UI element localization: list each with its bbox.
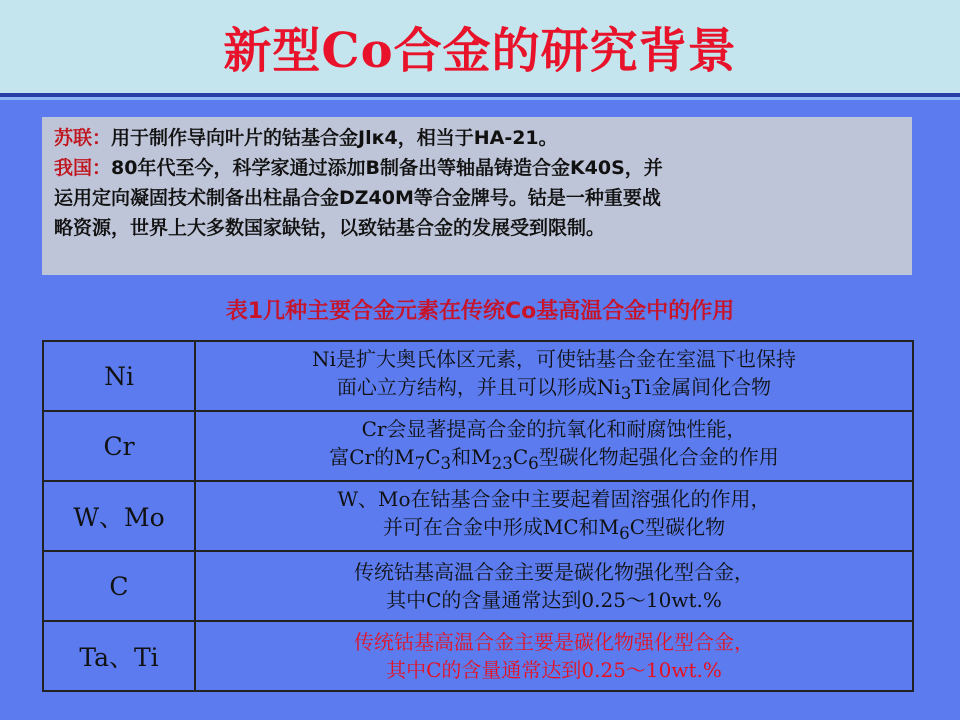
intro-box (42, 117, 912, 275)
intro-label-china: 我国： (54, 157, 112, 179)
element-cell: Ni (43, 341, 195, 411)
table-caption: 表1几种主要合金元素在传统Co基高温合金中的作用 (225, 299, 735, 324)
description-text: 并可在合金中形成MC和M (382, 514, 620, 539)
description-cell (195, 411, 913, 481)
description-line: 其中C的含量通常达到0.25～10wt.% (386, 658, 722, 682)
intro-text-soviet: 用于制作导向叶片的钴基合金Jlк4，相当于HA-21。 (111, 127, 558, 149)
description-cell (195, 341, 913, 411)
description-text: Ti金属间化合物 (631, 374, 772, 399)
description-text: 面心立方结构，并且可以形成Ni (336, 374, 621, 399)
slide-title: 新型Co合金的研究背景 (223, 23, 737, 79)
subscript: 7 (414, 453, 426, 473)
description-cell-highlighted (195, 621, 913, 691)
description-cell (195, 551, 913, 621)
subscript: 23 (491, 453, 513, 473)
description-text: C (512, 444, 529, 469)
element-cell: Cr (43, 411, 195, 481)
description-line: Cr会显著提高合金的抗氧化和耐腐蚀性能， (361, 416, 747, 441)
description-line (202, 373, 906, 408)
table-row (43, 341, 913, 411)
element-cell: W、Mo (43, 481, 195, 551)
description-text: 型碳化物起强化合金的作用 (538, 444, 779, 469)
description-line: 传统钴基高温合金主要是碳化物强化型合金， (354, 560, 754, 584)
intro-line-3: 运用定向凝固技术制备出柱晶合金DZ40M等合金牌号。钴是一种重要战 (54, 187, 661, 209)
table-row (43, 551, 913, 621)
alloy-element-table (42, 340, 914, 692)
element-cell: Ta、Ti (43, 621, 195, 691)
description-text: C (425, 444, 441, 469)
intro-text-china: 80年代至今，科学家通过添加B制备出等轴晶铸造合金K40S，并 (111, 157, 663, 179)
subscript: 6 (619, 523, 630, 543)
intro-line-1 (54, 123, 900, 153)
intro-line-2 (54, 153, 900, 183)
intro-line-4: 略资源，世界上大多数国家缺钴，以致钴基合金的发展受到限制。 (54, 217, 606, 239)
description-line: W、Mo在钴基合金中主要起着固溶强化的作用， (337, 486, 771, 511)
description-line: Ni是扩大奥氏体区元素，可使钴基合金在室温下也保持 (312, 346, 796, 371)
element-cell: C (43, 551, 195, 621)
description-line (202, 513, 906, 548)
description-line: 传统钴基高温合金主要是碳化物强化型合金， (354, 630, 754, 654)
description-line: 其中C的含量通常达到0.25～10wt.% (386, 588, 722, 612)
subscript: 3 (440, 453, 452, 473)
description-cell (195, 481, 913, 551)
description-text: 和M (451, 444, 492, 469)
description-text: C型碳化物 (629, 514, 726, 539)
title-bar (0, 0, 960, 93)
subscript: 3 (620, 383, 632, 403)
table-row (43, 411, 913, 481)
description-text: 富Cr的M (329, 444, 415, 469)
table-row (43, 621, 913, 691)
title-divider-light (0, 97, 960, 100)
intro-label-soviet: 苏联： (54, 127, 112, 149)
subscript: 6 (528, 453, 539, 473)
table-row (43, 481, 913, 551)
description-line (202, 443, 906, 478)
